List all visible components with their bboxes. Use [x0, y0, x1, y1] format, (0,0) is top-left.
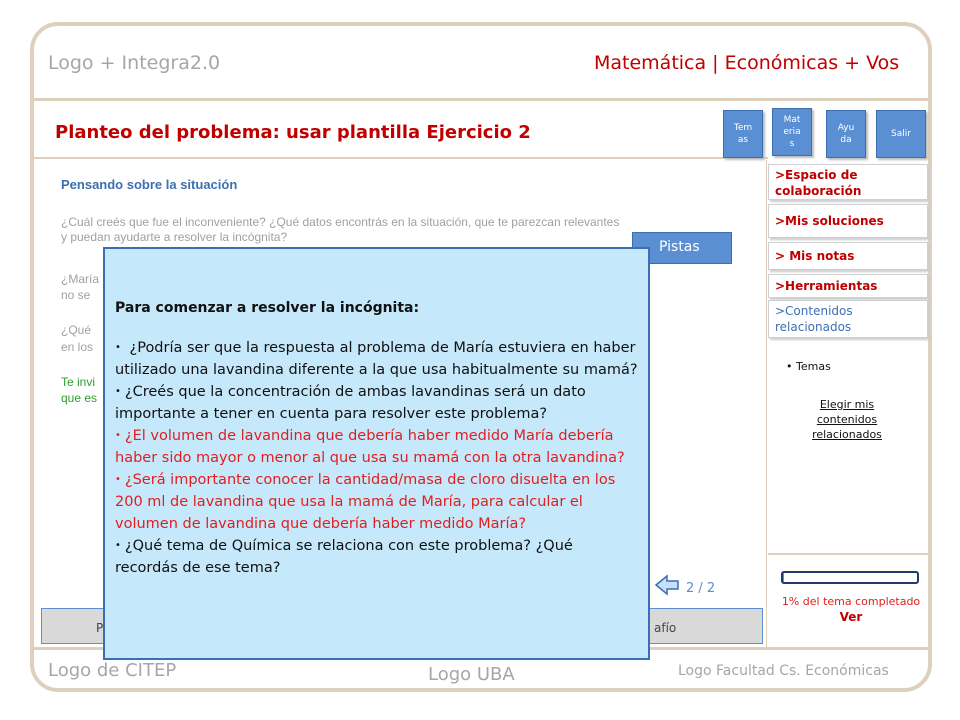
title-divider [34, 157, 768, 159]
question-2-line-a: ¿María [61, 272, 100, 286]
hint-item: • ¿El volumen de lavandina que debería haber medido María debería haber sido mayor o menor al que usa su mamá con la otra lavandina? [115, 428, 625, 466]
pagination: 2 / 2 [686, 581, 716, 596]
question-3-line-a: ¿Qué [61, 323, 92, 337]
page-title: Planteo del problema: usar plantilla Ejercicio 2 [55, 122, 531, 143]
logo-uba: Logo UBA [428, 664, 515, 685]
sidebar-item-notas[interactable]: > Mis notas [768, 242, 928, 270]
logo-integra: Logo + Integra2.0 [48, 52, 221, 74]
bullet-icon: • [115, 430, 121, 441]
progress-text: 1% del tema completado [781, 595, 921, 608]
instruction-line-a: Te invi [61, 375, 96, 389]
app-title: Matemática | Económicas + Vos [594, 52, 900, 74]
bullet-icon: • [115, 386, 121, 397]
hints-list [115, 337, 638, 579]
logo-citep: Logo de CITEP [48, 660, 177, 681]
hint-item: • ¿Qué tema de Química se relaciona con este problema? ¿Qué recordás de ese tema? [115, 538, 573, 576]
previous-arrow-icon[interactable] [654, 574, 680, 596]
ayuda-button[interactable]: Ayu da [826, 110, 866, 158]
sidebar-item-herramientas[interactable]: >Herramientas [768, 274, 928, 298]
bullet-icon: • [115, 540, 121, 551]
logo-facultad: Logo Facultad Cs. Económicas [678, 663, 889, 679]
pistas-button[interactable]: Pistas [632, 232, 732, 264]
popup-heading: Para comenzar a resolver la incógnita: [115, 300, 420, 316]
sidebar-item-contenidos[interactable]: >Contenidos relacionados [768, 300, 928, 338]
elegir-contenidos-link[interactable]: Elegir mis contenidos relacionados [812, 398, 882, 441]
materias-button[interactable]: Mat eria s [772, 108, 812, 156]
question-2-line-b: no se [61, 288, 91, 302]
header-divider [34, 98, 928, 101]
sidebar-item-colaboracion[interactable]: >Espacio de colaboración [768, 164, 928, 200]
hint-item: • ¿Será importante conocer la cantidad/masa de cloro disuelta en los 200 ml de lavandina que usa la mamá de María, para calcular el volumen de lavandina que debería haber medido María? [115, 472, 616, 532]
bullet-icon: • [115, 342, 121, 353]
hints-popup [103, 247, 650, 660]
bullet-icon: • [786, 360, 793, 373]
bottom-bar-right-label: afío [654, 621, 677, 635]
sidebar-divider [766, 160, 767, 648]
hint-item: • ¿Creés que la concentración de ambas lavandinas será un dato importante a tener en cuenta para resolver este problema? [115, 384, 586, 422]
bottom-bar-left-label: P [96, 621, 104, 635]
instruction-line-b: que es [61, 391, 98, 405]
sidebar-bottom-divider [768, 553, 932, 555]
progress-bar [781, 571, 919, 584]
temas-bullet[interactable]: • Temas [786, 360, 831, 373]
progress-fill [783, 573, 784, 582]
question-1: ¿Cuál creés que fue el inconveniente? ¿Qué datos encontrás en la situación, que te parezcan relevantes y puedan ayudarte a resolver la incógnita? [61, 215, 620, 244]
bullet-icon: • [115, 474, 121, 485]
sidebar-item-soluciones[interactable]: >Mis soluciones [768, 204, 928, 238]
hint-item: • ¿Podría ser que la respuesta al problema de María estuviera en haber utilizado una lavandina diferente a la que usa habitualmente su mamá? [115, 340, 638, 378]
section-heading: Pensando sobre la situación [61, 177, 238, 192]
temas-button[interactable]: Tem as [723, 110, 763, 158]
ver-link[interactable]: Ver [839, 610, 863, 624]
salir-button[interactable]: Salir [876, 110, 926, 158]
question-3-line-b: en los [61, 340, 94, 354]
